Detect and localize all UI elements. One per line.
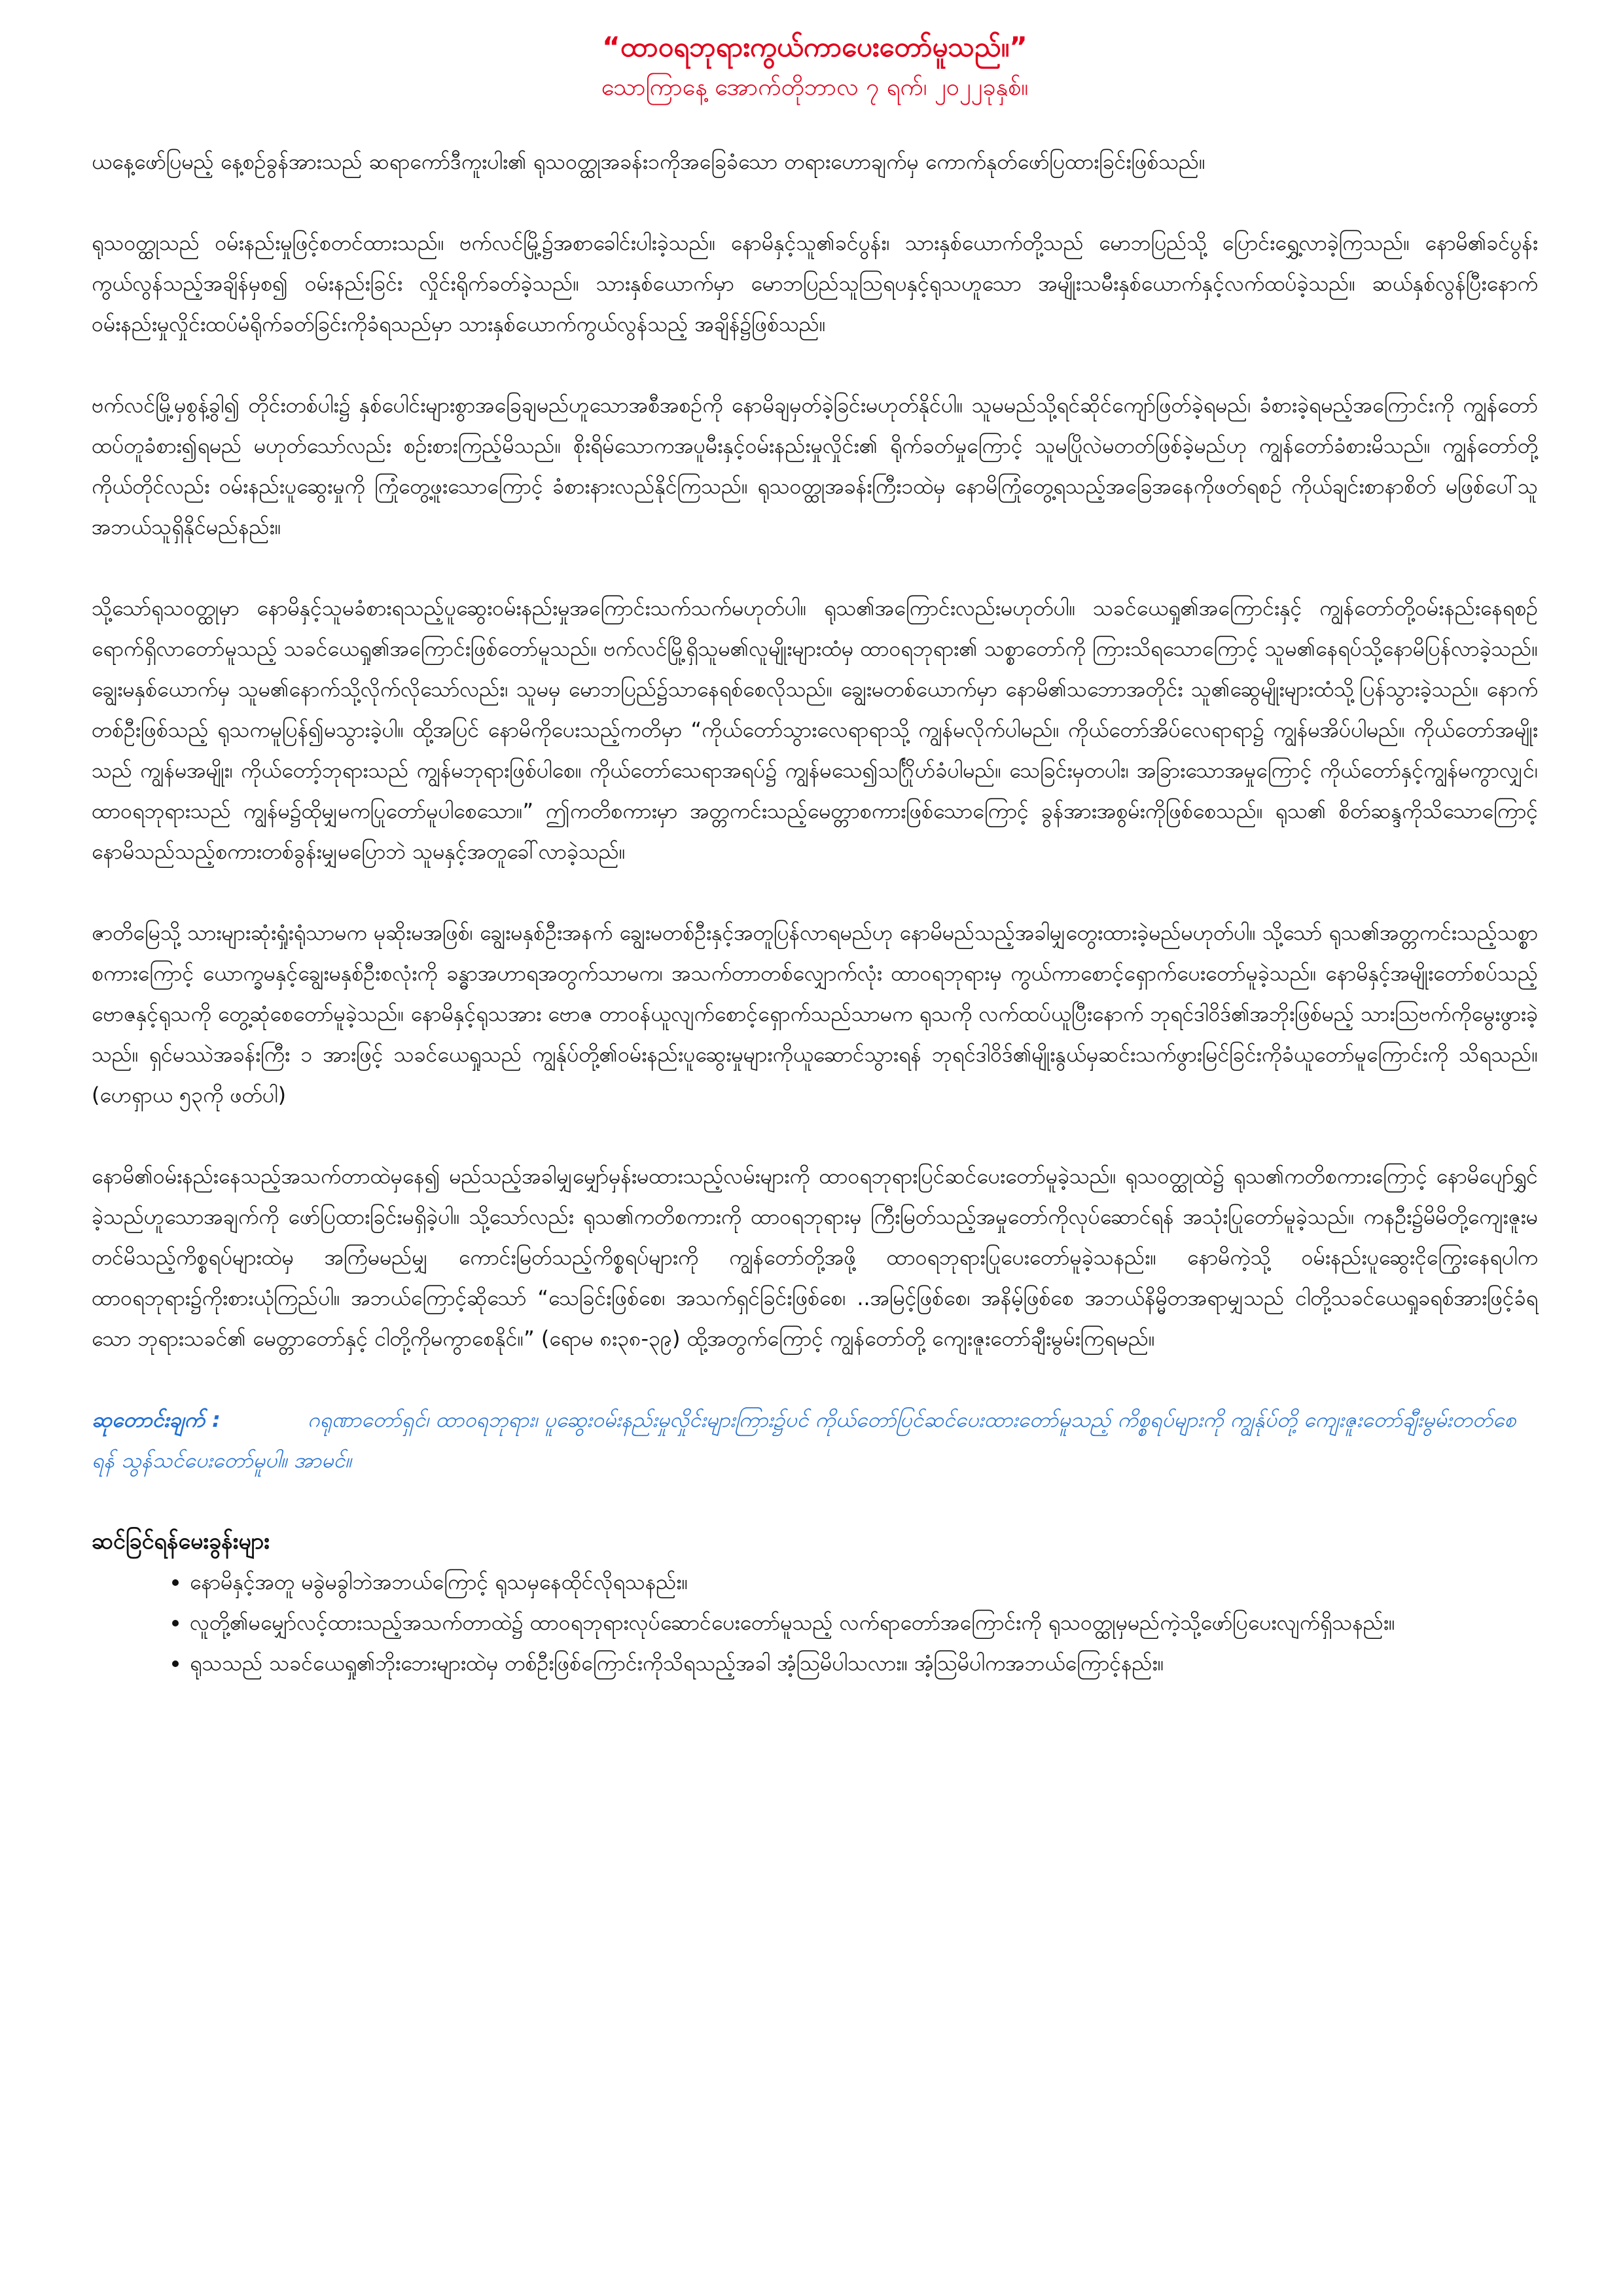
question-item: • ရုသသည် သခင်ယေရှု၏ဘိုးဘေးများထဲမှ တစ်ဦးဖြစ်ကြောင်းကိုသိရသည့်အခါ အံ့သြမိပါသလား။ အံ့သြမိပါကအဘယ်ကြောင့်နည်း။ (190, 1643, 1538, 1683)
devotional-page (92, 26, 1538, 1683)
questions-section (92, 1521, 1538, 1683)
prayer-label: ဆုတောင်းချက် : (92, 1407, 221, 1432)
paragraph-5: ဇာတိမြေသို့ သားများဆုံးရှုံးရုံသာမက မုဆိုးမအဖြစ်၊ ချွေးမနှစ်ဦးအနက် ချွေးမတစ်ဦးနှင့်အတူပြန်လာရမည်ဟု နောမိမည်သည့်အခါမျှတွေးထားခဲ့မည်မဟုတ်ပါ။ သို့သော် ရုသ၏အတ္တကင်းသည့်သစ္စာစကားကြောင့် ယောက္ခမနှင့်ချွေးမနှစ်ဦးစလုံးကို ခန္ဓာအဟာရအတွက်သာမက၊ အသက်တာတစ်လျှောက်လုံး ထာဝရဘုရားမှ ကွယ်ကာစောင့်ရှောက်ပေးတော်မူခဲ့သည်။ နောမိနှင့်အမျိုးတော်စပ်သည့် ဗောဇနှင့်ရုသကို တွေ့ဆုံစေတော်မူခဲ့သည်။ နောမိနှင့်ရုသအား ဗောဇ တာဝန်ယူလျက်စောင့်ရှောက်သည်သာမက ရုသကို လက်ထပ်ယူပြီးနောက် ဘုရင်ဒါဝိဒ်၏အဘိုးဖြစ်မည့် သားဩဗက်ကိုမွေးဖွားခဲ့သည်။ ရှင်မဿဲအခန်းကြီး ၁ အားဖြင့် သခင်ယေရှုသည် ကျွန်ုပ်တို့၏ဝမ်းနည်းပူဆွေးမှုများကိုယူဆောင်သွားရန် ဘုရင်ဒါဝိဒ်၏မျိုးနွယ်မှဆင်းသက်ဖွားမြင်ခြင်းကိုခံယူတော်မူကြောင်းကို သိရသည်။ (ဟေရှာယ ၅၃ကို ဖတ်ပါ) (92, 920, 1538, 1107)
question-item: • လူတို့၏မမျှော်လင့်ထားသည့်အသက်တာထဲ၌ ထာဝရဘုရားလုပ်ဆောင်ပေးတော်မူသည့် လက်ရာတော်အကြောင်းကို ရုသဝတ္ထုမှမည်ကဲ့သို့ဖော်ပြပေးလျက်ရှိသနည်း။ (190, 1602, 1538, 1643)
paragraph-2: ရုသဝတ္ထုသည် ဝမ်းနည်းမှုဖြင့်စတင်ထားသည်။ ဗက်လင်မြို့၌အစာခေါင်းပါးခဲ့သည်။ နောမိနှင့်သူ၏ခင်ပွန်း၊ သားနှစ်ယောက်တို့သည် မောဘပြည်သို့ ပြောင်းရွှေ့လာခဲ့ကြသည်။ နောမိ၏ခင်ပွန်းကွယ်လွန်သည့်အချိန်မှစ၍ ဝမ်းနည်းခြင်း လှိုင်းရိုက်ခတ်ခဲ့သည်။ သားနှစ်ယောက်မှာ မောဘပြည်သူဩရပနှင့်ရုသဟူသော အမျိုးသမီးနှစ်ယောက်နှင့်လက်ထပ်ခဲ့သည်။ ဆယ်နှစ်လွန်ပြီးနောက် ဝမ်းနည်းမှုလှိုင်းထပ်မံရိုက်ခတ်ခြင်းကိုခံရသည်မှာ သားနှစ်ယောက်ကွယ်လွန်သည့် အချိန်၌ဖြစ်သည်။ (92, 230, 1538, 336)
paragraph-3: ဗက်လင်မြို့မှစွန့်ခွါ၍ တိုင်းတစ်ပါး၌ နှစ်ပေါင်းများစွာအခြေချမည်ဟူသောအစီအစဉ်ကို နောမိချမှတ်ခဲ့ခြင်းမဟုတ်နိုင်ပါ။ သူမမည်သို့ရင်ဆိုင်ကျော်ဖြတ်ခဲ့ရမည်၊ ခံစားခဲ့ရမည့်အကြောင်းကို ကျွန်တော်ထပ်တူခံစား၍ရမည် မဟုတ်သော်လည်း စဉ်းစားကြည့်မိသည်။ စိုးရိမ်သောကအပူမီးနှင့်ဝမ်းနည်းမှုလှိုင်း၏ ရိုက်ခတ်မှုကြောင့် သူမပြိုလဲမတတ်ဖြစ်ခဲ့မည်ဟု ကျွန်တော်ခံစားမိသည်။ ကျွန်တော်တို့ကိုယ်တိုင်လည်း ဝမ်းနည်းပူဆွေးမှုကို ကြုံတွေ့ဖူးသောကြောင့် ခံစားနားလည်နိုင်ကြသည်။ ရုသဝတ္ထုအခန်းကြီး၁ထဲမှ နောမိကြုံတွေ့ရသည့်အခြေအနေကိုဖတ်ရစဉ် ကိုယ်ချင်းစာနာစိတ် မဖြစ်ပေါ်သူ အဘယ်သူရှိနိုင်မည်နည်း။ (92, 393, 1538, 539)
paragraph-intro: ယနေ့ဖော်ပြမည့် နေ့စဉ်ခွန်အားသည် ဆရာကော်ဒီကူးပါး၏ ရုသဝတ္ထုအခန်း၁ကိုအခြေခံသော တရားဟောချက်မှ ကောက်နုတ်ဖော်ပြထားခြင်းဖြစ်သည်။ (92, 149, 1205, 174)
questions-heading: ဆင်ခြင်ရန်မေးခွန်းများ (92, 1528, 270, 1554)
paragraph-4: သို့သော်ရုသဝတ္ထုမှာ နောမိနှင့်သူမခံစားရသည့်ပူဆွေးဝမ်းနည်းမှုအကြောင်းသက်သက်မဟုတ်ပါ။ ရုသ၏အကြောင်းလည်းမဟုတ်ပါ။ သခင်ယေရှု၏အကြောင်းနှင့် ကျွန်တော်တို့ဝမ်းနည်းနေရစဉ်ရောက်ရှိလာတော်မူသည့် သခင်ယေရှု၏အကြောင်းဖြစ်တော်မူသည်။ ဗက်လင်မြို့ရှိသူမ၏လူမျိုးများထံမှ ထာဝရဘုရား၏ သစ္စာတော်ကို ကြားသိရသောကြောင့် သူမ၏နေရပ်သို့နောမိပြန်လာခဲ့သည်။ ချွေးမနှစ်ယောက်မှ သူမ၏နောက်သို့လိုက်လိုသော်လည်း၊ သူမမှ မောဘပြည်၌သာနေရစ်စေလိုသည်။ ချွေးမတစ်ယောက်မှာ နောမိ၏သဘောအတိုင်း သူ၏ဆွေမျိုးများထံသို့ပြန်သွားခဲ့သည်။ နောက်တစ်ဦးဖြစ်သည့် ရုသကမူပြန်၍မသွားခဲ့ပါ။ ထို့အပြင် နောမိကိုပေးသည့်ကတိမှာ “ကိုယ်တော်သွားလေရာရာသို့ ကျွန်မလိုက်ပါမည်။ ကိုယ်တော်အိပ်လေရာရာ၌ ကျွန်မအိပ်ပါမည်။ ကိုယ်တော်အမျိုးသည် ကျွန်မအမျိုး၊ ကိုယ်တော့်ဘုရားသည် ကျွန်မဘုရားဖြစ်ပါစေ။ ကိုယ်တော်သေရာအရပ်၌ ကျွန်မသေ၍သင်္ဂြိုဟ်ခံပါမည်။ သေခြင်းမှတပါး၊ အခြားသောအမှုကြောင့် ကိုယ်တော်နှင့်ကျွန်မကွာလျှင်၊ ထာဝရဘုရားသည် ကျွန်မ၌ထိုမျှမကပြုတော်မူပါစေသော။” ဤကတိစကားမှာ အတ္တကင်းသည့်မေတ္တာစကားဖြစ်သောကြောင့် ခွန်အားအစွမ်းကိုဖြစ်စေသည်။ ရုသ၏ စိတ်ဆန္ဒကိုသိသောကြောင့် နောမိသည်သည့်စကားတစ်ခွန်းမျှမပြောဘဲ သူမနှင့်အတူခေါ်လာခဲ့သည်။ (92, 596, 1538, 864)
page-date: သောကြာနေ့ အောက်တိုဘာလ ၇ ရက်၊ ၂၀၂၂ခုနှစ်။ (601, 74, 1029, 101)
questions-list (92, 1562, 1538, 1683)
question-item: • နောမိနှင့်အတူ မခွဲမခွါဘဲအဘယ်ကြောင့် ရုသမှနေထိုင်လိုရသနည်း။ (190, 1562, 1538, 1602)
prayer-text: ဂရုဏာတော်ရှင်၊ ထာဝရဘုရား၊ ပူဆွေးဝမ်းနည်းမှုလှိုင်းများကြား၌ပင် ကိုယ်တော်ပြင်ဆင်ပေးထားတော်မူသည့် ကိစ္စရပ်များကို ကျွန်ုပ်တို့ ကျေးဇူးတော်ချီးမွမ်းတတ်စေရန် သွန်သင်ပေးတော်မူပါ။ အာမင်။ (92, 1407, 1516, 1473)
paragraph-6: နောမိ၏ဝမ်းနည်းနေသည့်အသက်တာထဲမှနေ၍ မည်သည့်အခါမျှမျှော်မှန်းမထားသည့်လမ်းများကို ထာဝရဘုရားပြင်ဆင်ပေးတော်မူခဲ့သည်။ ရုသဝတ္ထုထဲ၌ ရုသ၏ကတိစကားကြောင့် နောမိပျော်ရွှင်ခဲ့သည်ဟူသောအချက်ကို ဖော်ပြထားခြင်းမရှိခဲ့ပါ။ သို့သော်လည်း ရုသ၏ကတိစကားကို ထာဝရဘုရားမှ ကြီးမြတ်သည့်အမှုတော်ကိုလုပ်ဆောင်ရန် အသုံးပြုတော်မူခဲ့သည်။ ကနဦး၌မိမိတို့ကျေးဇူးမတင်မိသည့်ကိစ္စရပ်များထဲမှ အကြံမမည်မျှ ကောင်းမြတ်သည့်ကိစ္စရပ်များကို ကျွန်တော်တို့အဖို့ ထာဝရဘုရားပြုပေးတော်မူခဲ့သနည်း။ နောမိကဲ့သို့ ဝမ်းနည်းပူဆွေးငိုကြွေးနေရပါက ထာဝရဘုရား၌ကိုးစားယုံကြည်ပါ။ အဘယ်ကြောင့်ဆိုသော် “သေခြင်းဖြစ်စေ၊ အသက်ရှင်ခြင်းဖြစ်စေ၊ ..အမြင့်ဖြစ်စေ၊ အနိမ့်ဖြစ်စေ အဘယ်နိမ္မိတအရာမျှသည် ငါတို့သခင်ယေရှုခရစ်အားဖြင့်ခံရသော ဘုရားသခင်၏ မေတ္တာတော်နှင့် ငါတို့ကိုမကွာစေနိုင်။” (ရောမ ၈း၃၈-၃၉) ထို့အတွက်ကြောင့် ကျွန်တော်တို့ ကျေးဇူးတော်ချီးမွမ်းကြရမည်။ (92, 1164, 1538, 1351)
prayer-block (92, 1399, 1538, 1480)
page-title: “ထာဝရဘုရားကွယ်ကာပေးတော်မူသည်။” (602, 31, 1027, 63)
